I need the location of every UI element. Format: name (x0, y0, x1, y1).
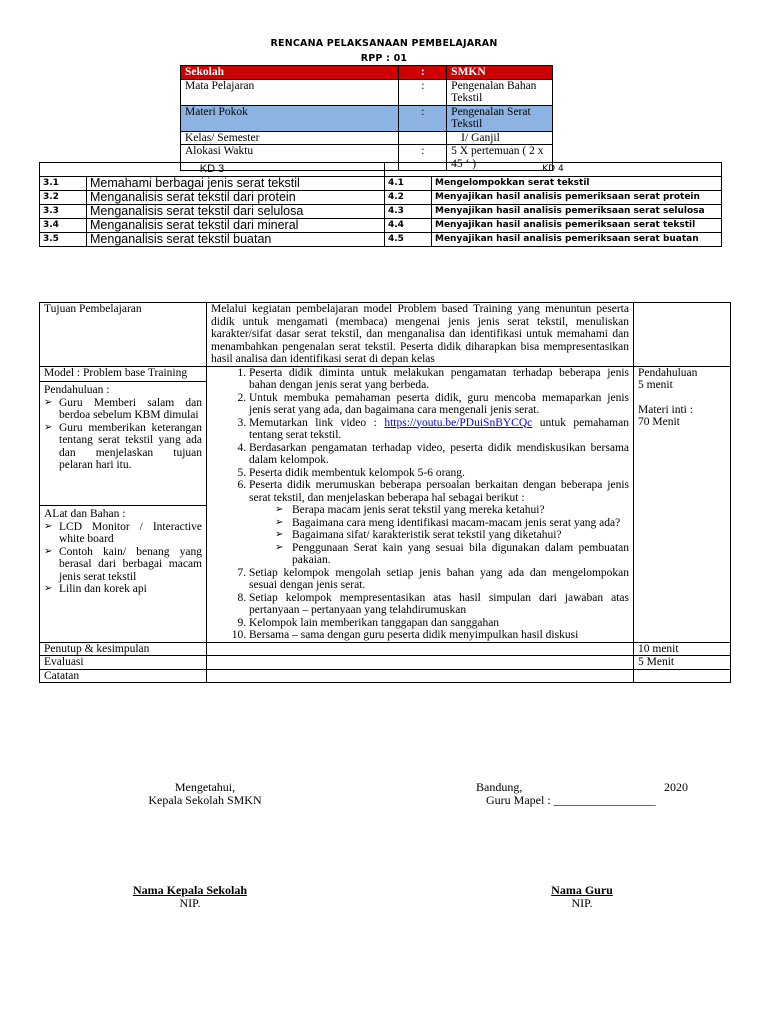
pendahuluan-label: Pendahuluan : (44, 384, 110, 396)
kd4-text: Menyajikan hasil analisis pemeriksaan serat protein (432, 190, 722, 204)
kd3-text: Menganalisis serat tekstil dari mineral (87, 218, 385, 232)
document-subtitle: RPP : 01 (360, 53, 408, 64)
kd3-text: Menganalisis serat tekstil dari selulosa (87, 204, 385, 218)
step-text: untuk pemahaman tentang serat tekstil. (249, 416, 629, 441)
penutup-row (40, 642, 731, 656)
step-item (249, 479, 629, 567)
signature-year: 2020 (664, 780, 688, 794)
kd4-text: Mengelompokkan serat tekstil (432, 176, 722, 190)
signature-left-line2: Kepala Sekolah SMKN (148, 793, 262, 807)
step-text: Memutarkan link video : (249, 416, 385, 429)
kd-row (40, 176, 722, 190)
kd3-number: 3.5 (40, 232, 87, 246)
alat-list (44, 521, 202, 596)
signature-right-line2: Guru Mapel : _________________ (486, 793, 656, 807)
kd3-number: 3.1 (40, 176, 87, 190)
teacher-name: Nama Guru (551, 883, 613, 897)
kd4-number: 4.2 (385, 190, 432, 204)
time-inti-value: 70 Menit (638, 416, 680, 428)
learning-activity-table (39, 302, 731, 683)
tujuan-time-cell (634, 303, 731, 367)
tujuan-row (40, 303, 731, 367)
tujuan-text: Melalui kegiatan pembelajaran model Problem based Training yang menuntun peserta didik untuk mengamati (membaca) mengenai jenis jenis serat tekstil, menuliskan karakter/sifat dasar serat tekstil, dan menganalisa dan identifikasi untuk memahami dan menambahkan pengenalan serat tekstil. Peserta didik diharapkan bisa mempresentasikan hasil analisa dan identifikasi serat di depan kelas (207, 303, 634, 367)
time-pendahuluan-value: 5 menit (638, 379, 673, 391)
video-link[interactable]: https://youtu.be/PDuiSnBYCQc (384, 416, 533, 429)
left-column (40, 366, 207, 642)
kd-row (40, 204, 722, 218)
step-item: 1. Peserta didik diminta untuk melakukan pengamatan terhadap beberapa jenis bahan dengan jenis serat yang berbeda. (249, 367, 629, 392)
kd-table (39, 162, 722, 247)
steps-list (211, 367, 629, 642)
step-item: 9. Kelompok lain memberikan tanggapan dan sanggahan (249, 617, 629, 630)
identity-label: Kelas/ Semester (181, 131, 399, 145)
time-inti-label: Materi inti : (638, 403, 693, 416)
pendahuluan-list (44, 397, 202, 472)
kd4-number: 4.1 (385, 176, 432, 190)
step-text: Peserta didik merumuskan beberapa persoalan berkaitan dengan beberapa jenis serat tekstil, dan menjelaskan beberapa hal sebagai berikut : (249, 479, 629, 504)
step-item: 2. Untuk membuka pemahaman peserta didik, guru mencoba memaparkan jenis jenis serat yang ada, dan bagaimana cara mengenali jenis serat. (249, 392, 629, 417)
kd-row (40, 232, 722, 246)
kd-row (40, 218, 722, 232)
step-item: 4. Berdasarkan pengamatan terhadap video, peserta didik mendiskusikan bersama dalam kelompok. (249, 442, 629, 467)
list-item: ➢ Guru Memberi salam dan berdoa sebelum KBM dimulai (44, 397, 202, 422)
question-item: ➢ Bagaimana cara meng identifikasi macam-macam jenis serat yang ada? (275, 517, 629, 530)
kd-header-row (40, 163, 722, 177)
signature-left-line1: Mengetahui, (174, 780, 236, 794)
list-item: ➢ LCD Monitor / Interactive white board (44, 521, 202, 546)
alat-label: ALat dan Bahan : (44, 508, 126, 520)
question-item: ➢ Penggunaan Serat kain yang sesuai bila digunakan dalam pembuatan pakaian. (275, 542, 629, 567)
identity-separator (399, 131, 447, 145)
document-title: RENCANA PELAKSANAAN PEMBELAJARAN (270, 38, 498, 49)
tujuan-label: Tujuan Pembelajaran (40, 303, 207, 367)
teacher-nip: NIP. (571, 896, 593, 910)
identity-separator: : (399, 79, 447, 105)
identity-value: SMKN (447, 66, 553, 80)
list-item: ➢ Contoh kain/ benang yang berasal dari berbagai macam jenis serat tekstil (44, 546, 202, 584)
identity-value: I/ Ganjil (447, 131, 553, 145)
identity-value: Pengenalan Bahan Tekstil (447, 79, 553, 105)
time-cell (634, 366, 731, 642)
identity-row-materi (181, 105, 553, 131)
identity-label: Sekolah (181, 66, 399, 80)
signature-left-name-block (95, 884, 285, 910)
question-item: ➢ Berapa macam jenis serat tekstil yang mereka ketahui? (275, 504, 629, 517)
penutup-label: Penutup & kesimpulan (40, 642, 207, 656)
kd4-text: Menyajikan hasil analisis pemeriksaan serat tekstil (432, 218, 722, 232)
identity-label: Materi Pokok (181, 105, 399, 131)
identity-row-mapel (181, 79, 553, 105)
time-pendahuluan-label: Pendahuluan (638, 366, 698, 379)
evaluasi-content (207, 656, 634, 670)
evaluasi-row (40, 656, 731, 670)
catatan-time (634, 669, 731, 683)
kd3-text: Memahami berbagai jenis serat tekstil (87, 176, 385, 190)
step-item: 8. Setiap kelompok mempresentasikan atas hasil simpulan dari jawaban atas pertanyaan – pertanyaan yang telahdirumuskan (249, 592, 629, 617)
catatan-label: Catatan (40, 669, 207, 683)
list-item: ➢ Guru memberikan keterangan tentang serat tekstil yang ada dan menjelaskan tujuan pelaran hari itu. (44, 422, 202, 472)
pendahuluan-block (40, 382, 206, 506)
identity-table (180, 65, 553, 171)
identity-value: 5 X pertemuan ( 2 x 45 ‘ ) (447, 145, 553, 171)
kegiatan-row (40, 366, 731, 642)
step-item: 5. Peserta didik membentuk kelompok 5-6 orang. (249, 467, 629, 480)
catatan-content (207, 669, 634, 683)
kd3-text: Menganalisis serat tekstil dari protein (87, 190, 385, 204)
identity-row-sekolah (181, 66, 553, 80)
kd3-number: 3.4 (40, 218, 87, 232)
kd4-header: KD 4 (385, 163, 722, 177)
signature-city: Bandung, (476, 780, 523, 794)
identity-separator: : (399, 145, 447, 171)
kd3-number: 3.2 (40, 190, 87, 204)
evaluasi-label: Evaluasi (40, 656, 207, 670)
kd3-text: Menganalisis serat tekstil buatan (87, 232, 385, 246)
list-item: ➢ Lilin dan korek api (44, 583, 202, 596)
signature-right (476, 781, 706, 807)
identity-label: Mata Pelajaran (181, 79, 399, 105)
kd4-number: 4.3 (385, 204, 432, 218)
identity-row-kelas (181, 131, 553, 145)
kd3-number: 3.3 (40, 204, 87, 218)
kd4-text: Menyajikan hasil analisis pemeriksaan serat buatan (432, 232, 722, 246)
catatan-row (40, 669, 731, 683)
steps-cell (207, 366, 634, 642)
signature-left (110, 781, 300, 807)
penutup-time: 10 menit (634, 642, 731, 656)
principal-nip: NIP. (179, 896, 201, 910)
identity-label: Alokasi Waktu (181, 145, 399, 171)
identity-separator: : (399, 66, 447, 80)
kd-row (40, 190, 722, 204)
question-list (249, 504, 629, 567)
principal-name: Nama Kepala Sekolah (132, 883, 247, 897)
alat-block (40, 506, 206, 596)
evaluasi-time: 5 Menit (634, 656, 731, 670)
question-item: ➢ Bagaimana sifat/ karakteristik serat tekstil yang diketahui? (275, 529, 629, 542)
kd4-number: 4.5 (385, 232, 432, 246)
kd3-header: KD 3 (40, 163, 385, 177)
penutup-content (207, 642, 634, 656)
model-label: Model : Problem base Training (40, 367, 206, 383)
identity-value: Pengenalan Serat Tekstil (447, 105, 553, 131)
kd4-number: 4.4 (385, 218, 432, 232)
step-item: 10. Bersama – sama dengan guru peserta didik menyimpulkan hasil diskusi (249, 629, 629, 642)
signature-right-name-block (522, 884, 642, 910)
step-item (249, 417, 629, 442)
step-item: 7. Setiap kelompok mengolah setiap jenis bahan yang ada dan mengelompokan sesuai dengan jenis serat. (249, 567, 629, 592)
identity-separator: : (399, 105, 447, 131)
kd4-text: Menyajikan hasil analisis pemeriksaan serat selulosa (432, 204, 722, 218)
